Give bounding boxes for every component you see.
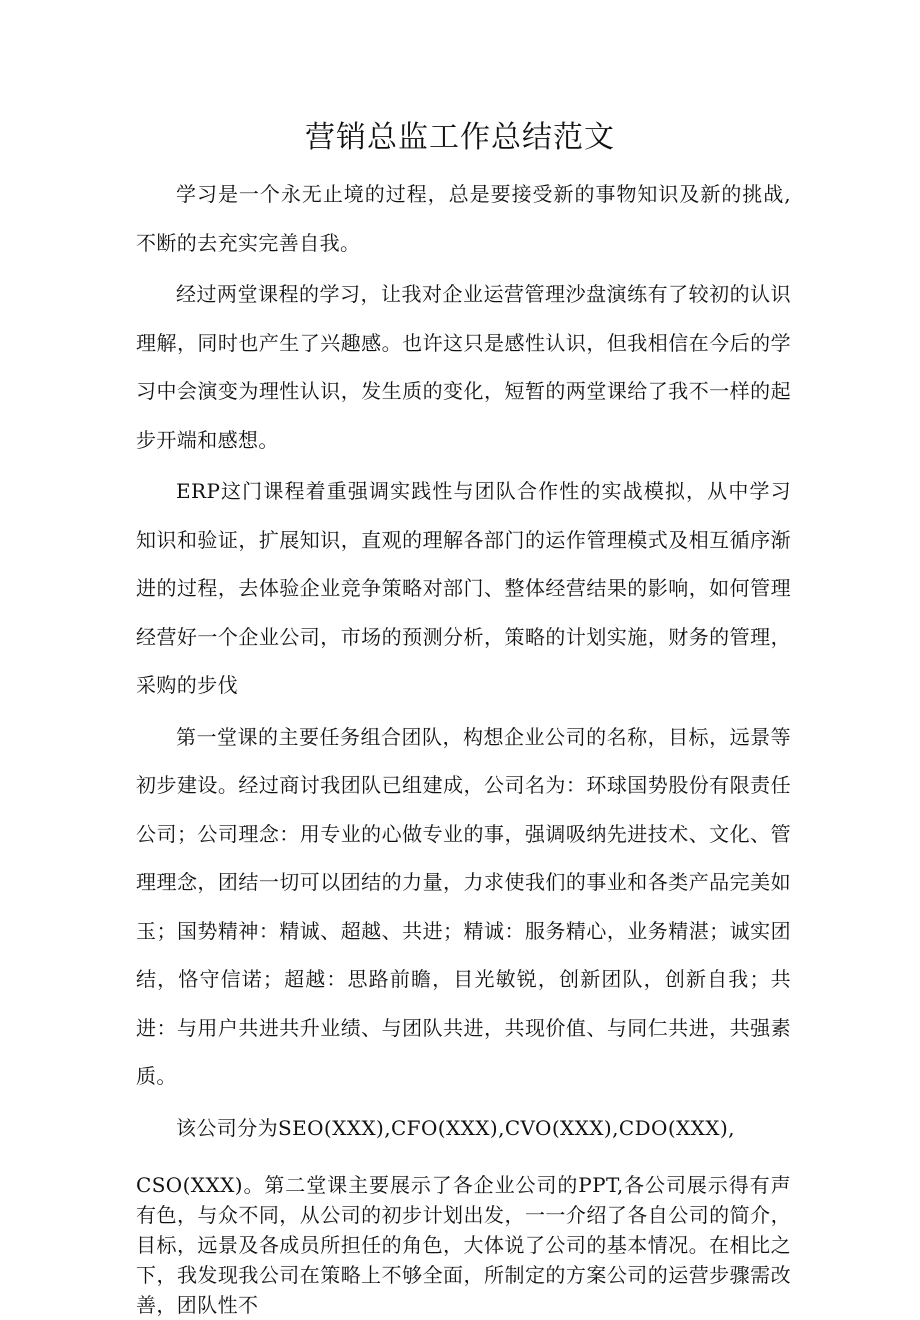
paragraph-intro: 学习是一个永无止境的过程，总是要接受新的事物知识及新的挑战,不断的去充实完善自我。 (136, 182, 791, 255)
paragraph-first-class: 第一堂课的主要任务组合团队，构想企业公司的名称，目标，远景等初步建设。经过商讨我团队已组建成，公司名为：环球国势股份有限责任公司；公司理念：用专业的心做专业的事，强调吸纳先进技术、文化、管理理念，团结一切可以团结的力量，力求使我们的事业和各类产品完美如玉；国势精神：精诚、超越、共进；精诚：服务精心，业务精湛；诚实团结，恪守信诺；超越：思路前瞻，目光敏锐，创新团队，创新自我；共进：与用户共进共升业绩、与团队共进，共现价值、与同仁共进，共强素质。 (136, 724, 791, 1088)
document-title: 营销总监工作总结范文 (305, 120, 615, 155)
paragraph-company-roles: 该公司分为SEO(XXX),CFO(XXX),CVO(XXX),CDO(XXX), (176, 1115, 735, 1140)
document-body (136, 170, 791, 1320)
paragraph-erp-course: ERP这门课程着重强调实践性与团队合作性的实战模拟，从中学习知识和验证，扩展知识，直观的理解各部门的运作管理模式及相互循序渐进的过程，去体验企业竞争策略对部门、整体经营结果的影响，如何管理经营好一个企业公司，市场的预测分析，策略的计划实施，财务的管理，采购的步伐 (136, 479, 791, 697)
paragraph-second-class: CSO(XXX)。第二堂课主要展示了各企业公司的PPT,各公司展示得有声有色，与众不同，从公司的初步计划出发，一一介绍了各自公司的简介，目标，远景及各成员所担任的角色，大体说了公司的基本情况。在相比之下，我发现我公司在策略上不够全面，所制定的方案公司的运营步骤需改善，团队性不 (136, 1173, 791, 1317)
paragraph-course-impression: 经过两堂课程的学习，让我对企业运营管理沙盘演练有了较初的认识理解，同时也产生了兴趣感。也许这只是感性认识，但我相信在今后的学习中会演变为理性认识，发生质的变化，短暂的两堂课给了我不一样的起步开端和感想。 (136, 282, 791, 452)
